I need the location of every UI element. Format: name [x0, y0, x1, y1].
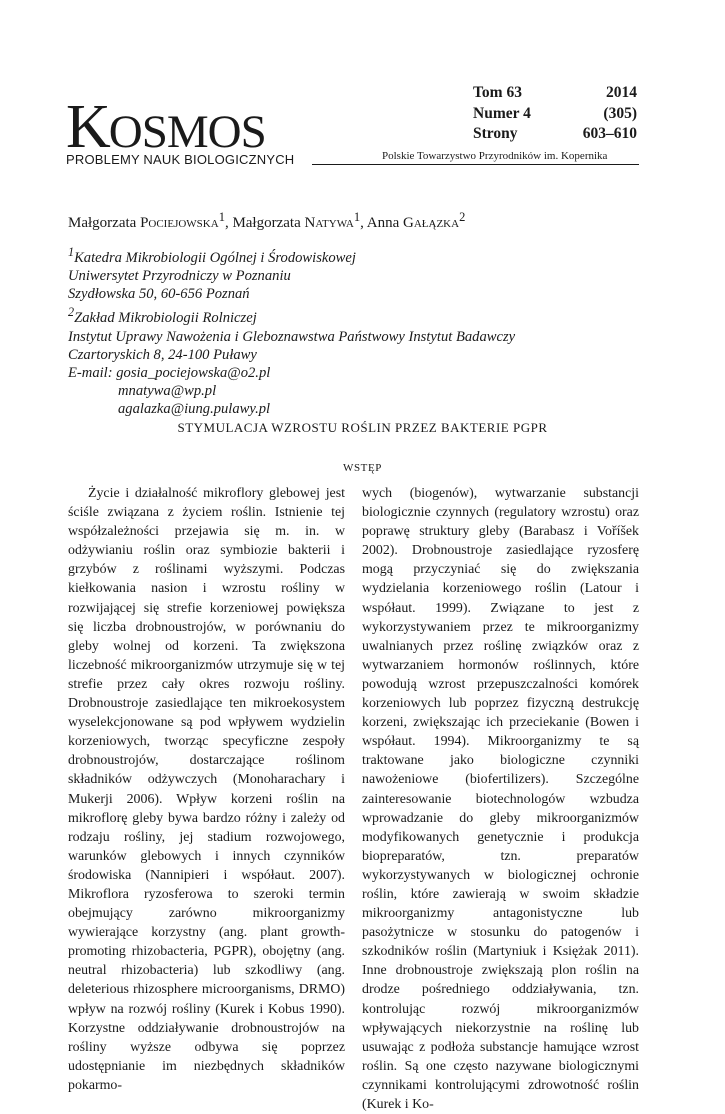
affiliation-text: Szydłowska 50, 60-656 Poznań	[68, 286, 250, 303]
pages-value: 603–610	[582, 125, 637, 142]
article-title: STYMULACJA WZROSTU ROŚLIN PRZEZ BAKTERIE PGPR	[177, 420, 548, 435]
body-column-right	[362, 484, 639, 1114]
affiliation-line	[68, 303, 515, 327]
affiliation-line	[68, 400, 515, 418]
body-column-left	[68, 484, 345, 1095]
journal-subtitle: PROBLEMY NAUK BIOLOGICZNYCH	[66, 152, 295, 167]
affiliation-text: Zakład Mikrobiologii Rolniczej	[74, 310, 257, 327]
logo-rest: OSMOS	[108, 106, 266, 158]
affiliation-line	[68, 364, 515, 382]
affiliation-line	[68, 328, 515, 346]
society-name: Polskie Towarzystwo Przyrodników im. Kopernika	[382, 150, 608, 162]
contact-email[interactable]: E-mail: gosia_pociejowska@o2.pl	[68, 364, 271, 381]
pages-label: Strony	[473, 125, 518, 142]
affiliation-line	[68, 346, 515, 364]
affiliation-text: Uniwersytet Przyrodniczy w Poznaniu	[68, 268, 291, 285]
affiliation-text: Instytut Uprawy Nawożenia i Gleboznawstwa Państwowy Instytut Badawczy	[68, 328, 516, 345]
affiliation-text: Katedra Mikrobiologii Ogólnej i Środowiskowej	[74, 249, 356, 266]
author-affiliation-mark: 1	[218, 210, 225, 224]
logo-initial: K	[66, 93, 109, 161]
section-heading: WSTĘP	[342, 462, 383, 474]
issue-value: (305)	[603, 104, 637, 122]
affiliation-line	[68, 267, 515, 285]
author-last-name: Natywa	[304, 215, 354, 231]
volume-value: 2014	[606, 84, 637, 101]
author-first-name: Anna	[366, 215, 400, 231]
affiliation-text: Czartoryskich 8, 24-100 Puławy	[68, 346, 257, 363]
author-affiliation-mark: 2	[459, 210, 466, 224]
author-list	[68, 210, 465, 232]
contact-email[interactable]: agalazka@iung.pulawy.pl	[118, 401, 271, 418]
author-first-name: Małgorzata	[232, 215, 301, 231]
body-paragraph: wych (biogenów), wytwarzanie substancji biologicznie czynnych (regulatory wzrostu) oraz poprawę struktury gleby (Barabasz i Voříšek 2002). Drobnoustroje zasiedlające ryzosferę mogą przyczyniać się do zwiększania wydzielania korzeniowego roślin (Latour i współaut. 1999). Związane to jest z wykorzystywaniem przez te mikroorganizmy uwalnianych przez roślinę związków oraz z wytwarzaniem hormonów roślinnych, które powodują wzrost przepuszczalności komórek korzeniowych lub poprzez fizyczną destrukcję korzeni, zwiększając ich przeciekanie (Bowen i współaut. 1994). Mikroorganizmy te są traktowane jako biologiczne czynniki nawożeniowe (biofertilizers). Szczególne zainteresowanie biotechnologów wzbudza wprowadzanie do gleby mikroorganizmów modyfikowanych genetycznie i produkcja biopreparatów, tzn. preparatów wykorzystywanych w biologicznej ochronie roślin, które zawierają w swoim składzie mikroorganizmy antagonistyczne lub pasożytnicze w stosunku do patogenów i szkodników roślin (Martyniuk i Księżak 2011). Inne drobnoustroje zwiększają plon roślin na drodze pośredniego oddziaływania, tzn. kontrolując rozwój mikroorganizmów wpływających niekorzystnie na roślinę lub usuwając z podłoża substancje hamujące wzrost roślin. Są one często nazywane biologicznymi czynnikami kontrolującymi zdrowotność roślin (Kurek i Ko-	[362, 486, 639, 1112]
author-separator: ,	[224, 215, 233, 231]
contact-email[interactable]: mnatywa@wp.pl	[118, 383, 217, 400]
body-paragraph: Życie i działalność mikroflory glebowej jest ściśle związana z życiem roślin. Istnienie tej współzależności przejawia się m. in. w odżywianiu roślin oraz symbiozie bakterii i grzybów z roślinami wyższymi. Podczas kiełkowania nasion i wzrostu rośliny w rozwijającej się strefie korzeniowej powiększa się liczba drobnoustrojów, w porównaniu do gleby wolnej od korzeni. Ta zwiększona liczebność mikroorganizmów utrzymuje się w tej strefie przez cały okres rozwoju rośliny. Drobnoustroje zasiedlające ten mikroekosystem wyselekcjonowane są pod wpływem wydzielin korzeniowych, tworząc specyficzne zespoły drobnoustrojów, dostarczające roślinom składników odżywczych (Monoharachary i Mukerji 2006). Wpływ korzeni roślin na mikroflorę gleby bywa bardzo różny i zależy od rodzaju rośliny, jej stadium rozwojowego, warunków glebowych i innych czynników środowiska (Nannipieri i współaut. 2007). Mikroflora ryzosferowa to szeroki termin obejmujący zarówno mikroorganizmy wywierające korzystny (ang. plant growth-promoting rhizobacteria, PGPR), obojętny (ang. neutral rhizobacteria) lub szkodliwy (ang. deleterious rhizosphere microorganisms, DRMO) wpływ na rozwój rośliny (Kurek i Kobus 1990). Korzystne oddziaływanie drobnoustrojów na rośliny wyższe odbywa się poprzez udostępnianie im niezbędnych składników pokarmo-	[68, 486, 345, 1093]
affiliation-mark: 1	[68, 245, 75, 259]
author-separator: ,	[360, 215, 367, 231]
author-affiliation-mark: 1	[353, 210, 361, 224]
affiliation-line	[68, 243, 515, 267]
pages-row	[473, 125, 637, 146]
affiliation-mark: 2	[68, 305, 75, 320]
volume-label: Tom 63	[473, 84, 522, 101]
author-last-name: Pociejowska	[140, 215, 219, 231]
masthead-rule	[312, 164, 639, 165]
affiliation-line	[68, 285, 515, 303]
volume-info	[473, 84, 637, 146]
issue-row	[473, 105, 637, 126]
affiliations	[68, 243, 515, 419]
issue-label: Numer 4	[473, 104, 531, 122]
affiliation-line	[68, 382, 515, 400]
author-first-name: Małgorzata	[68, 215, 137, 231]
author-last-name: Gałązka	[403, 215, 460, 231]
volume-row	[473, 84, 637, 105]
